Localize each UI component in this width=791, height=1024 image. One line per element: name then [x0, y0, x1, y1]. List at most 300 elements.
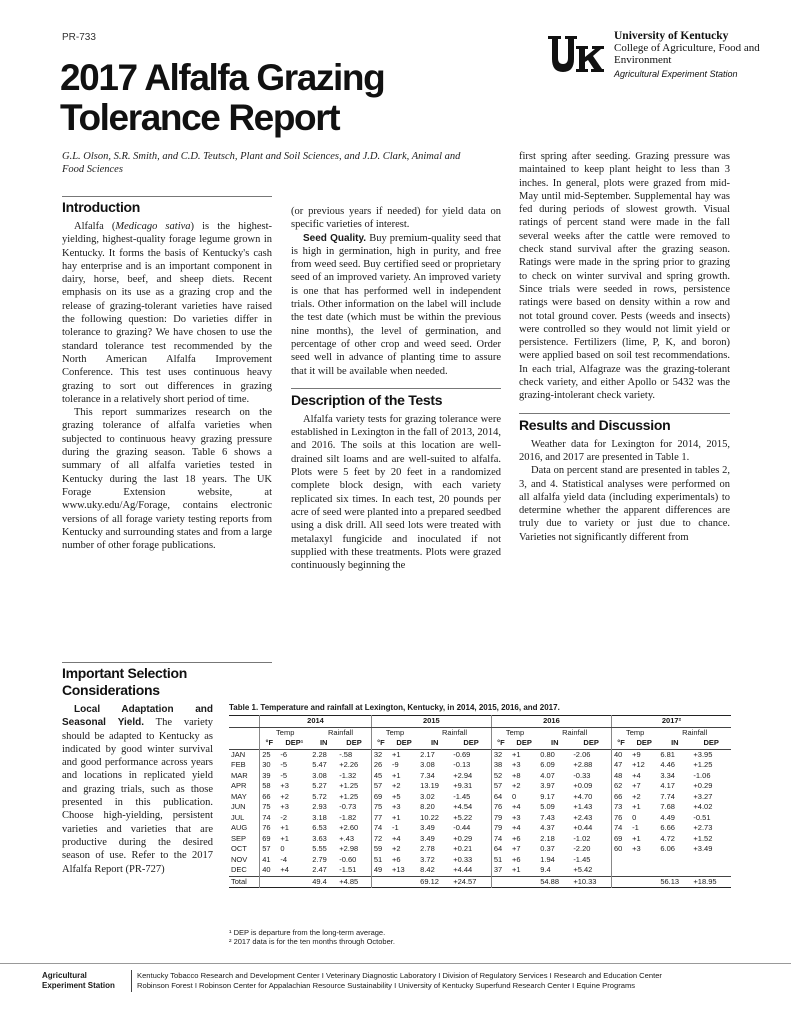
group-header: Rainfall: [562, 727, 588, 737]
tests-paragraph-1: Alfalfa variety tests for grazing tolerance were established in Lexington in the fall of 2013, 2014, and 2016. The soils at this location are well-drained silt loams and are well-suited to alfalfa. Plots were 5 feet by 20 feet in a randomized complete block design, with each variety replicated six times. In each test, 20 pounds per acre of seed were planted into a prepared seedbed using a disk drill. All seed lots were treated with metalaxyl fungicide and inoculated if not supplied with these treatments. Plots were grazed continuously beginning the: [291, 413, 501, 572]
column-left-lower: [62, 662, 213, 876]
table-cell: [630, 876, 658, 888]
table-cell: [390, 876, 418, 888]
table-cell: 7.34: [420, 770, 435, 780]
unit-header: DEP: [516, 738, 532, 747]
table-cell: +.43: [339, 833, 355, 843]
table-cell: +0.29: [693, 781, 713, 790]
table-cell: +9: [632, 749, 641, 759]
table-cell: +0.21: [453, 844, 473, 853]
table-cell: 76: [611, 813, 630, 824]
unit-header: °F: [371, 738, 390, 749]
table-cell: 64: [491, 792, 510, 803]
table-row: [229, 771, 731, 782]
table-cell: 79: [491, 813, 510, 824]
table-cell: 56.13: [660, 876, 680, 886]
table-cell: +1: [391, 812, 401, 822]
table-cell: 3.49: [420, 823, 435, 832]
row-label: NOV: [231, 854, 248, 864]
table-cell: 8.42: [420, 865, 435, 874]
table-cell: [658, 865, 691, 876]
table-cell: +1.52: [693, 833, 713, 843]
table-cell: -4: [280, 854, 288, 864]
unit-header: °F: [611, 738, 630, 749]
table-cell: +4: [512, 823, 521, 832]
table-cell: +1: [512, 865, 521, 874]
table-cell: 79: [491, 823, 510, 834]
table-note: ² 2017 data is for the ten months through October.: [229, 937, 395, 946]
table-corner: [229, 716, 260, 728]
table-row: [229, 876, 731, 888]
group-header: Rainfall: [442, 727, 468, 737]
table-cell: +1.25: [693, 760, 713, 769]
table-cell: 4.37: [540, 823, 555, 832]
table-cell: +4.85: [339, 876, 359, 886]
table-cell: 69.12: [420, 876, 439, 886]
row-label: SEP: [231, 833, 247, 843]
table-cell: -6: [280, 749, 288, 759]
tests-paragraph-1-cont: first spring after seeding. Grazing pressure was maintained to keep plant height to less than 3 inches. In general, plots were grazed from mid-May until mid-September. Supplemental hay was fed during periods of slowest growth. Visual ratings of percent stand were made in the fall several weeks after the cattle were removed to check stand survival after the grazing season. Ratings were made in the spring prior to grazing to check on winter survival and spring growth. Since trials were seeded in rows, persistence ratings were based on density within a row and not total ground cover. Pests (weeds and insects) were controlled so they would not limit yield or persistence. Fertilizers (lime, P, K, and boron) were applied based on soil test recommendations. In each trial, Alfagraze was the grazing-tolerant check variety, and either Apollo or 5432 was the grazing-intolerant check variety.: [519, 151, 730, 402]
table-cell: +2.73: [693, 823, 713, 832]
table-cell: [260, 876, 279, 888]
table-cell: -1.82: [339, 812, 357, 822]
uk-logo-icon: [547, 34, 605, 74]
table-cell: -1.45: [453, 791, 471, 801]
table-cell: 3.18: [312, 812, 327, 822]
row-label: JUL: [231, 812, 245, 822]
table-cell: 76: [491, 802, 510, 813]
table-cell: 66: [260, 792, 279, 803]
table-cell: -2.06: [573, 749, 591, 759]
table-cell: -2: [280, 812, 288, 822]
table-cell: -1.45: [573, 854, 591, 864]
table-cell: -1.06: [693, 770, 711, 780]
table-cell: [630, 855, 658, 866]
table-cell: +2: [391, 781, 401, 790]
table-cell: +2.88: [573, 760, 593, 769]
table-cell: 0: [280, 844, 285, 853]
table-cell: +7: [632, 781, 641, 790]
table-cell: -0.44: [453, 823, 471, 832]
footer-units: [137, 971, 757, 991]
table-cell: 6.06: [660, 844, 675, 853]
table-cell: +3: [632, 844, 641, 853]
unit-header: DEP: [703, 738, 719, 747]
table-cell: +5: [391, 791, 401, 801]
table-row: [229, 760, 731, 771]
college-name: College of Agriculture, Food and Environment: [614, 42, 760, 66]
table-cell: 58: [260, 781, 279, 792]
table-cell: 3.72: [420, 854, 435, 864]
unit-header: °F: [491, 738, 510, 749]
table-cell: +13: [391, 865, 405, 874]
intro-text-a: Alfalfa (: [74, 221, 116, 232]
table-cell: -1.02: [573, 833, 591, 843]
table-cell: +5.22: [453, 812, 473, 822]
table-cell: -2.20: [573, 844, 591, 853]
table-cell: +7: [512, 844, 521, 853]
table-cell: 6.09: [540, 760, 555, 769]
table-caption: Table 1. Temperature and rainfall at Lexington, Kentucky, in 2014, 2015, 2016, and 2017.: [229, 703, 560, 712]
table-cell: +4: [512, 802, 521, 811]
table-cell: 64: [491, 844, 510, 855]
row-label: Total: [231, 876, 247, 886]
table-cell: 72: [371, 834, 390, 845]
table-cell: +1: [632, 802, 641, 811]
table-row: [229, 802, 731, 813]
table-cell: 2.79: [312, 854, 327, 864]
runin-seed-quality: Seed Quality.: [303, 232, 367, 244]
table-cell: 49.4: [312, 876, 327, 886]
table-cell: +0.33: [453, 854, 473, 864]
footer-line-1: Kentucky Tobacco Research and Development Center I Veterinary Diagnostic Laboratory I Division of Regulatory Services I Research and Education Center: [137, 971, 662, 980]
table-cell: 26: [371, 760, 390, 771]
column-middle: [291, 205, 501, 572]
weather-table-block: [229, 703, 731, 888]
table-cell: +4.54: [453, 802, 473, 811]
table-cell: [278, 876, 310, 888]
year-header: 2014: [260, 716, 372, 728]
table-cell: 45: [371, 771, 390, 782]
table-cell: 73: [611, 802, 630, 813]
table-cell: 3.02: [420, 791, 435, 801]
table-cell: 7.43: [540, 812, 555, 822]
table-cell: 3.63: [312, 833, 327, 843]
table-cell: 3.97: [540, 781, 555, 790]
table-cell: 77: [371, 813, 390, 824]
table-cell: 0.37: [540, 844, 555, 853]
table-cell: 59: [371, 844, 390, 855]
table-cell: +1: [632, 833, 641, 843]
table-cell: 2.47: [312, 865, 327, 874]
table-cell: 2.78: [420, 844, 435, 853]
row-label: AUG: [231, 823, 248, 832]
table-cell: 41: [260, 855, 279, 866]
table-cell: 74: [371, 823, 390, 834]
authors: G.L. Olson, S.R. Smith, and C.D. Teutsch, Plant and Soil Sciences, and J.D. Clark, Animal and Food Sciences: [62, 151, 461, 175]
table-cell: 4.49: [660, 812, 675, 822]
table-cell: 8.20: [420, 802, 435, 811]
table-cell: 7.68: [660, 802, 675, 811]
table-cell: +6: [512, 833, 521, 843]
table-cell: +2.26: [339, 760, 359, 769]
table-cell: 30: [260, 760, 279, 771]
table-cell: -1: [391, 823, 399, 832]
table-cell: -0.60: [339, 854, 357, 864]
station-name: Agricultural Experiment Station: [614, 69, 738, 79]
table-cell: 6.53: [312, 823, 327, 832]
year-header: 2017²: [611, 716, 731, 728]
table-cell: -0.13: [453, 760, 471, 769]
results-paragraph-2: Data on percent stand are presented in tables 2, 3, and 4. Statistical analyses were performed on all alfalfa yield data (including experimentals) to determine whether the apparent differences are truly due to variety or just due to chance. Varieties not significantly different from: [519, 465, 730, 543]
page-title: 2017 Alfalfa Grazing Tolerance Report: [60, 57, 385, 138]
table-cell: +0.09: [573, 781, 593, 790]
table-cell: +3.27: [693, 791, 713, 801]
seed-quality-paragraph: [291, 232, 501, 378]
table-cell: 3.08: [420, 760, 435, 769]
row-label: JUN: [231, 802, 246, 811]
group-header: Temp: [371, 727, 418, 738]
table-cell: 2.93: [312, 802, 327, 811]
table-cell: [491, 876, 510, 888]
table-cell: -1.32: [339, 770, 357, 780]
table-cell: 75: [371, 802, 390, 813]
table-cell: 5.72: [312, 791, 327, 801]
table-cell: [611, 876, 630, 888]
table-cell: 49: [371, 865, 390, 876]
row-label: FEB: [231, 760, 246, 769]
unit-header: DEP: [346, 738, 362, 747]
row-label: OCT: [231, 844, 247, 853]
table-cell: 40: [260, 865, 279, 876]
table-cell: 3.49: [420, 833, 435, 843]
row-label: MAR: [231, 770, 248, 780]
selection-paragraph-1: [62, 703, 213, 876]
table-cell: 60: [611, 844, 630, 855]
table-cell: [691, 865, 731, 876]
table-cell: -0.69: [453, 749, 471, 759]
table-cell: 51: [371, 855, 390, 866]
table-cell: 62: [611, 781, 630, 792]
table-cell: +3.49: [693, 844, 713, 853]
table-cell: 69: [611, 834, 630, 845]
table-cell: [510, 876, 538, 888]
unit-header: DEP: [583, 738, 599, 747]
species-name: Medicago sativa: [115, 221, 191, 232]
section-divider: [291, 388, 501, 389]
table-row: [229, 865, 731, 876]
group-header: Rainfall: [682, 727, 708, 737]
table-cell: 4.46: [660, 760, 675, 769]
table-cell: +1: [391, 749, 401, 759]
table-row: [229, 792, 731, 803]
table-cell: -9: [391, 760, 399, 769]
seed-quality-text: Buy premium-quality seed that is high in germination, high in purity, and free from weed seed. Buy certified seed or proprietary seed of an improved variety. An improved variety is one that has performed well in independent trials. Other information on the label will include the test date (which must be within the previous nine months), the level of germination, and percentage of other crop and weed seed. Order seed well in advance of planting time to assure that it will be available when needed.: [291, 232, 501, 377]
table-cell: 5.47: [312, 760, 327, 769]
institution-block: [614, 30, 784, 80]
table-cell: [630, 865, 658, 876]
table-cell: +5.42: [573, 865, 593, 874]
table-cell: 69: [260, 834, 279, 845]
table-cell: 66: [611, 792, 630, 803]
university-name: University of Kentucky: [614, 30, 729, 42]
table-cell: 74: [260, 813, 279, 824]
table-cell: 38: [491, 760, 510, 771]
table-cell: +8: [512, 770, 521, 780]
table-row: [229, 855, 731, 866]
selection-paragraph-1-cont: (or previous years if needed) for yield data on specific varieties of interest.: [291, 206, 501, 231]
row-label: MAY: [231, 791, 247, 801]
table-cell: +1.25: [339, 781, 359, 790]
table-cell: +3: [280, 802, 289, 811]
table-cell: 9.4: [540, 865, 551, 874]
intro-text-b: ) is the highest-yielding, highest-quality forage legume grown in Kentucky. It forms the basis of Kentucky's cash hay enterprise and is an important component in dairy, horse, beef, and sheep diets. Recent emphasis on its use as a grazing crop and the release of grazing-tolerant varieties have raised the following question: Do varieties differ in tolerance to grazing? We have chosen to use the standard tolerance test recommended by the North American Alfalfa Improvement Conference. This test uses continuous heavy grazing to sort out differences in grazing tolerance in a relatively short period of time.: [62, 221, 273, 405]
table-cell: +2: [280, 791, 289, 801]
footer-line-2: Robinson Forest I Robinson Center for Appalachian Resource Sustainability I University of Kentucky Superfund Research Center I Equine Programs: [137, 981, 636, 990]
table-year-row: [229, 716, 731, 728]
table-cell: +24.57: [453, 876, 477, 886]
unit-header: DEP: [636, 738, 652, 747]
table-cell: 32: [371, 749, 390, 760]
table-cell: +10.33: [573, 876, 597, 886]
table-cell: [658, 855, 691, 866]
table-cell: +1: [391, 770, 401, 780]
table-cell: 74: [611, 823, 630, 834]
table-cell: [691, 855, 731, 866]
table-cell: [611, 865, 630, 876]
table-row: [229, 813, 731, 824]
table-group-row: [229, 727, 731, 738]
table-cell: +1: [512, 749, 521, 759]
table-cell: 6.66: [660, 823, 675, 832]
table-row: [229, 834, 731, 845]
footer-divider: [0, 963, 791, 964]
table-cell: 5.55: [312, 844, 327, 853]
table-cell: +2.94: [453, 770, 473, 780]
table-cell: +6: [391, 854, 401, 864]
table-cell: +2.98: [339, 844, 359, 853]
table-cell: 51: [491, 855, 510, 866]
table-row: [229, 823, 731, 834]
table-row: [229, 844, 731, 855]
table-cell: -0.73: [339, 802, 357, 811]
heading-introduction: Introduction: [62, 199, 141, 215]
table-cell: +0.44: [573, 823, 593, 832]
unit-header: IN: [430, 738, 439, 747]
table-cell: +2: [512, 781, 521, 790]
table-cell: 57: [371, 781, 390, 792]
row-label: DEC: [231, 865, 247, 874]
table-cell: -0.51: [693, 812, 711, 822]
unit-header: DEP: [396, 738, 412, 747]
table-cell: 13.19: [420, 781, 439, 790]
table-cell: +2: [632, 791, 641, 801]
table-cell: +2.60: [339, 823, 359, 832]
unit-header: IN: [551, 738, 559, 747]
runin-local-adaptation: Local Adaptation and Seasonal Yield.: [62, 704, 213, 729]
table-cell: -1.51: [339, 865, 357, 874]
intro-paragraph-2: This report summarizes research on the grazing tolerance of alfalfa varieties when subjected to continuous heavy grazing pressure during the grazing season. Table 6 shows a summary of all alfalfa varieties tested in Kentucky during the last 18 years. The UK Forage Extension website, at www.uky.edu/Ag/Forage, contains electronic versions of all forage variety testing reports from Kentucky and surrounding states and from a large number of other forage publications.: [62, 407, 272, 552]
table-cell: 57: [260, 844, 279, 855]
table-cell: -5: [280, 760, 288, 769]
table-cell: 6.81: [660, 749, 675, 759]
table-cell: 25: [260, 749, 279, 760]
table-cell: +4.44: [453, 865, 473, 874]
table-cell: +3.95: [693, 749, 713, 759]
table-cell: +4.02: [693, 802, 713, 811]
table-cell: 9.17: [540, 791, 555, 801]
year-header: 2016: [491, 716, 611, 728]
table-cell: +6: [512, 854, 521, 864]
table-cell: 3.08: [312, 770, 327, 780]
table-cell: 2.18: [540, 833, 555, 843]
table-cell: +12: [632, 760, 645, 769]
footer-separator: [131, 970, 132, 992]
table-cell: +2.43: [573, 812, 593, 822]
unit-header: °F: [260, 738, 279, 749]
table-cell: 48: [611, 771, 630, 782]
intro-paragraph-1: [62, 220, 272, 406]
group-header: Temp: [260, 727, 310, 738]
unit-header: IN: [319, 738, 328, 747]
table-cell: +3: [512, 760, 521, 769]
table-cell: 4.07: [540, 770, 555, 780]
table-cell: 40: [611, 749, 630, 760]
table-cell: 5.09: [540, 802, 555, 811]
table-cell: 47: [611, 760, 630, 771]
table-cell: +4.70: [573, 791, 593, 801]
table-cell: +3: [391, 802, 401, 811]
column-left: [62, 196, 272, 552]
table-cell: 1.94: [540, 854, 555, 864]
table-cell: 32: [491, 749, 510, 760]
selection-text: The variety should be adapted to Kentucky as indicated by good winter survival and good performance across years and locations in replicated yield and grazing trials, such as those presented in this publication. Choose high-yielding, persistent varieties and varieties that are productive during the desired season of use. Refer to the 2017 Alfalfa Report (PR-727): [62, 717, 213, 875]
heading-description: Description of the Tests: [291, 391, 443, 408]
table-cell: -1: [632, 823, 639, 832]
section-divider: [62, 662, 272, 663]
table-cell: 39: [260, 771, 279, 782]
unit-header: DEP¹: [285, 738, 304, 747]
table-cell: 4.17: [660, 781, 675, 790]
table-cell: +1: [280, 833, 289, 843]
table-cell: +4: [632, 770, 641, 780]
section-divider: [62, 196, 272, 197]
table-cell: +9.31: [453, 781, 473, 790]
table-cell: +18.95: [693, 876, 717, 886]
group-header: Temp: [611, 727, 658, 738]
table-unit-row: [229, 738, 731, 749]
group-header: Temp: [491, 727, 538, 738]
table-note: ¹ DEP is departure from the long-term average.: [229, 928, 386, 937]
heading-selection: Important Selection Considerations: [62, 665, 187, 698]
table-cell: 2.17: [420, 749, 435, 759]
table-cell: 0: [632, 812, 637, 822]
table-cell: +1: [280, 823, 289, 832]
table-cell: [611, 855, 630, 866]
section-divider: [519, 413, 730, 414]
table-cell: +0.29: [453, 833, 473, 843]
table-cell: 10.22: [420, 812, 439, 822]
weather-table: [229, 715, 731, 888]
table-cell: 3.34: [660, 770, 675, 780]
table-cell: [371, 876, 390, 888]
heading-results: Results and Discussion: [519, 416, 671, 433]
table-cell: +4: [391, 833, 401, 843]
table-cell: 54.88: [540, 876, 560, 886]
table-cell: 69: [371, 792, 390, 803]
table-cell: 0: [512, 791, 517, 801]
table-cell: +1.43: [573, 802, 593, 811]
results-paragraph-1: Weather data for Lexington for 2014, 2015, 2016, and 2017 are presented in Table 1.: [519, 438, 730, 463]
table-cell: 5.27: [312, 781, 327, 790]
table-cell: 74: [491, 834, 510, 845]
table-cell: -.58: [339, 749, 353, 759]
table-notes: [229, 928, 731, 946]
unit-header: IN: [671, 738, 679, 747]
table-cell: 52: [491, 771, 510, 782]
row-label: APR: [231, 781, 247, 790]
footer-station: Agricultural Experiment Station: [42, 971, 115, 990]
unit-header: DEP: [463, 738, 479, 747]
table-cell: +2: [391, 844, 401, 853]
table-cell: 0.80: [540, 749, 555, 759]
table-cell: 75: [260, 802, 279, 813]
column-right: [519, 150, 730, 544]
table-cell: +3: [512, 812, 521, 822]
table-cell: -0.33: [573, 770, 591, 780]
table-cell: 37: [491, 865, 510, 876]
table-cell: +4: [280, 865, 289, 874]
